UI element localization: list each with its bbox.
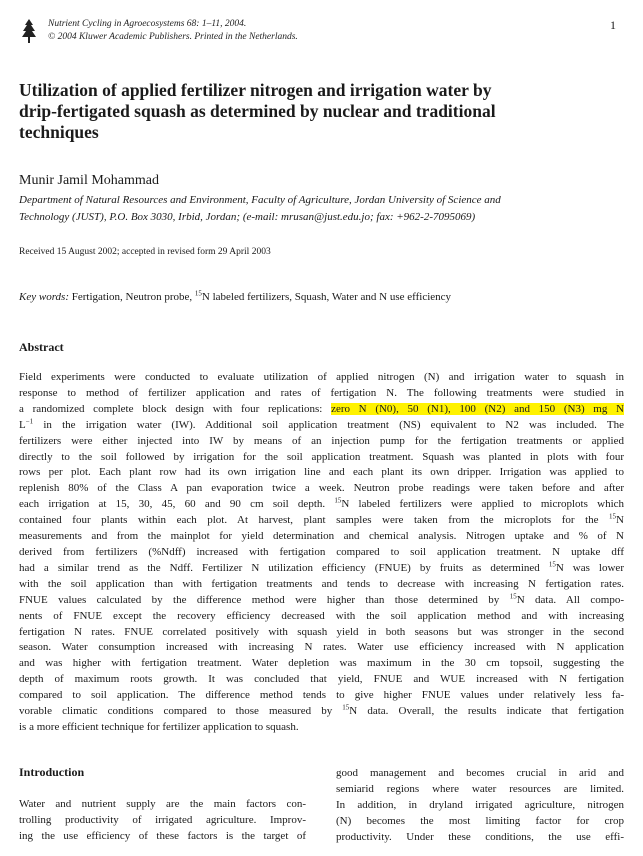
superscript: −1 xyxy=(25,417,34,426)
abstract-line xyxy=(19,418,624,434)
abstract-line xyxy=(19,513,624,529)
affiliation-line-2: Technology (JUST), P.O. Box 3030, Irbid, Jordan; (e-mail: mrusan@just.edu.jo; fax: +962-2-7095069) xyxy=(19,211,476,223)
abstract-text: N data. Overall, the results indicate that fertigation xyxy=(349,705,624,718)
title-line-2: drip-fertigated squash as determined by nuclear and traditional xyxy=(19,101,496,121)
abstract-line: compared to soil application. The difference method tends to give higher FNUE values under relatively less fa- xyxy=(19,689,624,702)
abstract-line xyxy=(19,704,624,720)
intro-left-column xyxy=(19,796,306,844)
affiliation-line-1: Department of Natural Resources and Environment, Faculty of Agriculture, Jordan University of Science and xyxy=(19,194,501,206)
title-line-3: techniques xyxy=(19,122,99,142)
intro-line: (N) becomes the most limiting factor for crop xyxy=(336,815,624,827)
abstract-text: contained four plants within each plot. At harvest, plant samples were taken from the microplots for the xyxy=(19,514,610,527)
title-line-1: Utilization of applied fertilizer nitrogen and irrigation water by xyxy=(19,80,492,100)
abstract-line: directly to the soil followed by irrigation for the soil application treatment. Squash was planted in plots with four xyxy=(19,450,624,463)
abstract-line: replenish 80% of the Class A pan evaporation twice a week. Neutron probe readings were taken before and after xyxy=(19,482,624,495)
abstract-text: in the irrigation water (IW). Additional soil application treatment (NS) equivalent to N2 was included. The xyxy=(33,418,624,431)
keywords-text-1: Fertigation, Neutron probe, xyxy=(69,291,195,303)
superscript: 15 xyxy=(334,496,342,505)
paper-title xyxy=(19,80,619,143)
keywords xyxy=(19,290,625,304)
superscript: 15 xyxy=(609,512,617,521)
abstract-line: depth of maximum roots growth. It was concluded that yield, FNUE and WUE increased with N fertigation xyxy=(19,673,624,686)
keywords-text-2: N labeled fertilizers, Squash, Water and N use efficiency xyxy=(201,291,452,303)
abstract-line: fertilizers were either injected into IW by means of an injection pump for the fertigation treatments or applied xyxy=(19,434,624,447)
abstract-text: each irrigation at 15, 30, 45, 60 and 90 cm soil depth. xyxy=(19,498,335,511)
abstract-text: had a similar trend as the Ndff. Fertilizer N utilization efficiency (FNUE) by fruits as determined xyxy=(19,561,549,574)
intro-right-column xyxy=(336,765,624,845)
abstract-line xyxy=(19,402,624,418)
keywords-sup: 15 xyxy=(194,289,202,298)
intro-line: good management and becomes crucial in arid and xyxy=(336,767,624,779)
superscript: 15 xyxy=(342,703,350,712)
abstract-text: N labeled fertilizers were applied to microplots which xyxy=(341,498,625,511)
abstract-text: FNUE values calculated by the difference method were higher than those determined by xyxy=(19,593,510,606)
page-number: 1 xyxy=(610,18,616,32)
abstract-line xyxy=(19,561,624,577)
intro-line: ing the use efficiency of these factors is the target of xyxy=(19,830,306,842)
author-name: Munir Jamil Mohammad xyxy=(19,173,159,188)
abstract-line: response to method of fertilizer application and rates of fertigation N. The following treatments were studied in xyxy=(19,386,624,399)
copyright-line: © 2004 Kluwer Academic Publishers. Printed in the Netherlands. xyxy=(48,32,298,42)
abstract-line-last: is a more efficient technique for fertilizer application to squash. xyxy=(19,720,299,733)
abstract-line: with the soil application than with fertigation treatments and tends to decrease with increasing N fertigation rates. xyxy=(19,577,624,590)
abstract-line: measurements and from the mainplot for yield determination and chemical analysis. Nitrogen uptake and % of N xyxy=(19,530,624,543)
journal-info xyxy=(48,18,298,44)
abstract-line: fertigation N rates. FNUE correlated positively with squash yield in both seasons but was stronger in the second xyxy=(19,625,624,638)
superscript: 15 xyxy=(548,560,556,569)
intro-line: semiarid regions where water resources are limited. xyxy=(336,783,624,795)
abstract-line: nents of FNUE except the recovery efficiency decreased with the soil application method and with increasing xyxy=(19,609,624,622)
abstract-line xyxy=(19,497,624,513)
superscript: 15 xyxy=(509,592,517,601)
intro-line: Water and nutrient supply are the main factors con- xyxy=(19,798,306,810)
intro-line: trolling productivity of irrigated agriculture. Improv- xyxy=(19,814,306,826)
abstract-heading: Abstract xyxy=(19,340,64,354)
keywords-label: Key words: xyxy=(19,291,70,303)
abstract-text: N was lower xyxy=(555,561,624,574)
introduction-heading: Introduction xyxy=(19,765,85,779)
abstract-line: season. Water consumption increased with increasing N rates. Water use efficiency increased with N application xyxy=(19,641,624,654)
abstract-line: and was higher with fertigation treatment. Water depletion was maximum in the 30 cm topsoil, suggesting the xyxy=(19,657,624,670)
received-dates: Received 15 August 2002; accepted in revised form 29 April 2003 xyxy=(19,247,271,257)
journal-line: Nutrient Cycling in Agroecosystems 68: 1–11, 2004. xyxy=(48,19,247,29)
affiliation xyxy=(19,192,625,226)
abstract-line: rows per plot. Each plant row had its own irrigation line and each plant its own dripper. Irrigation was applied to xyxy=(19,466,624,479)
publisher-logo-icon xyxy=(20,18,38,44)
highlighted-text: zero N (N0), 50 (N1), 100 (N2) and 150 (N3) mg N xyxy=(331,402,624,415)
abstract-text: N xyxy=(616,514,624,527)
intro-line: In addition, in dryland irrigated agriculture, nitrogen xyxy=(336,799,624,811)
abstract-text: N data. All compo- xyxy=(516,593,624,606)
abstract-line xyxy=(19,593,624,609)
abstract-line: Field experiments were conducted to evaluate utilization of applied nitrogen (N) and irrigation water to squash in xyxy=(19,371,624,383)
intro-line: productivity. Under these conditions, the use effi- xyxy=(336,831,624,843)
abstract-text: L xyxy=(19,418,26,431)
abstract-text: a randomized complete block design with four replications: xyxy=(19,402,332,415)
abstract-body xyxy=(19,370,624,736)
abstract-line: derived from fertilizers (%Ndff) increased with fertigation compared to soil application treatment. N uptake dff xyxy=(19,545,624,558)
abstract-text: vorable climatic conditions compared to those measured by xyxy=(19,705,343,718)
